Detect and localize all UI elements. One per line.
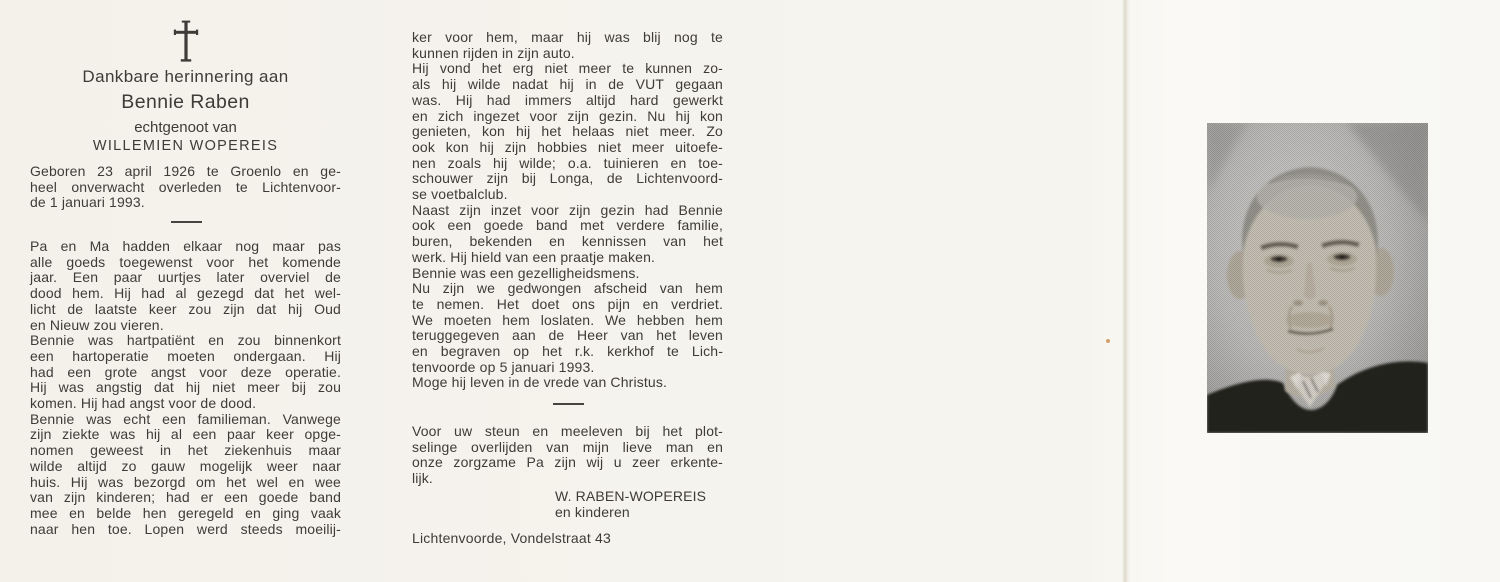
text-line: dood hem. Hij had al gezegd dat het wel-: [30, 285, 341, 302]
acknowledgement-paragraph: [412, 424, 723, 487]
paper-speck: [1106, 339, 1110, 343]
text-line: W. RABEN-WOPEREIS: [555, 488, 707, 504]
text-line: komen. Hij had angst voor de dood.: [30, 395, 257, 412]
dedication-text: Dankbare herinnering aan: [82, 67, 289, 86]
left-panel: [30, 0, 341, 582]
text-line: naar hen toe. Lopen werd steeds moeilij-: [30, 520, 341, 537]
text-line: kunnen rijden in zijn auto.: [412, 44, 575, 61]
text-line: tenvoorde op 5 januari 1993.: [412, 358, 595, 375]
text-line: de 1 januari 1993.: [30, 194, 145, 211]
text-line: buren, bekenden en kennissen van het: [412, 233, 723, 250]
text-line: had een grote angst voor deze operatie.: [30, 363, 341, 380]
text-line: Bennie was hartpatiënt en zou binnenkort: [30, 332, 341, 349]
text-line: licht de laatste keer zou zijn dat hij Oud: [30, 300, 341, 317]
fold-crease: [1122, 0, 1130, 582]
deceased-name: Bennie Raben: [121, 91, 250, 113]
middle-panel: [412, 0, 723, 582]
text-line: alle goeds toegewenst voor het komende: [30, 253, 341, 270]
relation-text: echtgenoot van: [134, 119, 237, 136]
text-line: en zich ingezet voor zijn gezin. Nu hij kon: [412, 107, 723, 124]
text-line: schouwer zijn bij Longa, de Lichtenvoord-: [412, 170, 723, 187]
birth-death-paragraph: [30, 164, 341, 211]
text-line: Voor uw steun en meeleven bij het plot-: [412, 423, 723, 439]
text-line: wilde altijd zo gauw mogelijk weer naar: [30, 457, 341, 474]
text-line: heel onverwacht overleden te Lichtenvoor-: [30, 178, 341, 195]
text-line: Bennie was echt een familieman. Vanwege: [30, 410, 341, 427]
text-line: ker voor hem, maar hij was blij nog te: [412, 29, 723, 45]
divider-rule: [171, 221, 202, 223]
text-line: Naast zijn inzet voor zijn gezin had Bennie: [412, 201, 723, 218]
text-line: een hartoperatie moeten ondergaan. Hij: [30, 347, 341, 364]
text-line: Hij vond het erg niet meer te kunnen zo-: [412, 60, 723, 77]
text-line: onze zorgzame Pa zijn wij u zeer erkente-: [412, 454, 723, 471]
text-line: selinge overlijden van mijn lieve man en: [412, 438, 723, 455]
text-line: jaar. Een paar uurtjes later overviel de: [30, 269, 341, 286]
text-line: Pa en Ma hadden elkaar nog maar pas: [30, 238, 341, 254]
text-line: huis. Hij was bezorgd om het wel en wee: [30, 473, 341, 490]
memorial-text-paragraph: [30, 239, 341, 537]
text-line: lijk.: [412, 470, 433, 487]
text-line: genieten, kon hij het helaas niet meer. Zo: [412, 123, 723, 140]
text-line: se voetbalclub.: [412, 186, 508, 203]
text-line: We moeten hem loslaten. We hebben hem: [412, 311, 723, 328]
memorial-text-continued: [412, 30, 723, 391]
memorial-photo: [1207, 123, 1428, 433]
text-line: Nu zijn we gedwongen afscheid van hem: [412, 280, 723, 297]
text-line: en kinderen: [555, 503, 630, 520]
text-line: nomen geweest in het ziekenhuis maar: [30, 442, 341, 459]
cross-icon: [30, 20, 341, 64]
text-line: te nemen. Het doet ons pijn en verdriet.: [412, 295, 723, 312]
text-line: en Nieuw zou vieren.: [30, 316, 164, 333]
address-line: Lichtenvoorde, Vondelstraat 43: [412, 530, 612, 546]
text-line: teruggegeven aan de Heer van het leven: [412, 327, 723, 344]
text-line: als hij wilde nadat hij in de VUT gegaan: [412, 76, 723, 93]
text-line: was. Hij had immers altijd hard gewerkt: [412, 91, 723, 108]
spouse-name: WILLEMIEN WOPEREIS: [92, 138, 279, 154]
text-line: Moge hij leven in de vrede van Christus.: [412, 374, 668, 391]
text-line: nen zoals hij wilde; o.a. tuinieren en toe-: [412, 154, 723, 171]
portrait-illustration: [1207, 123, 1428, 433]
text-line: ook kon hij zijn hobbies niet meer uitoefe-: [412, 138, 723, 155]
divider-rule: [553, 403, 584, 405]
text-line: van zijn kinderen; had er een goede band: [30, 489, 341, 506]
text-line: Bennie was een gezelligheidsmens.: [412, 264, 640, 281]
text-line: en begraven op het r.k. kerkhof te Lich-: [412, 343, 723, 360]
text-line: ook een goede band met verdere familie,: [412, 217, 723, 234]
text-line: werk. Hij hield van een praatje maken.: [412, 248, 656, 265]
signature-block: [555, 489, 735, 520]
text-line: mee en belde hen geregeld en ging vaak: [30, 504, 341, 521]
text-line: Geboren 23 april 1926 te Groenlo en ge-: [30, 163, 341, 179]
text-line: zijn ziekte was hij al een paar keer opge-: [30, 426, 341, 443]
text-line: Hij was angstig dat hij niet meer bij zou: [30, 379, 341, 396]
